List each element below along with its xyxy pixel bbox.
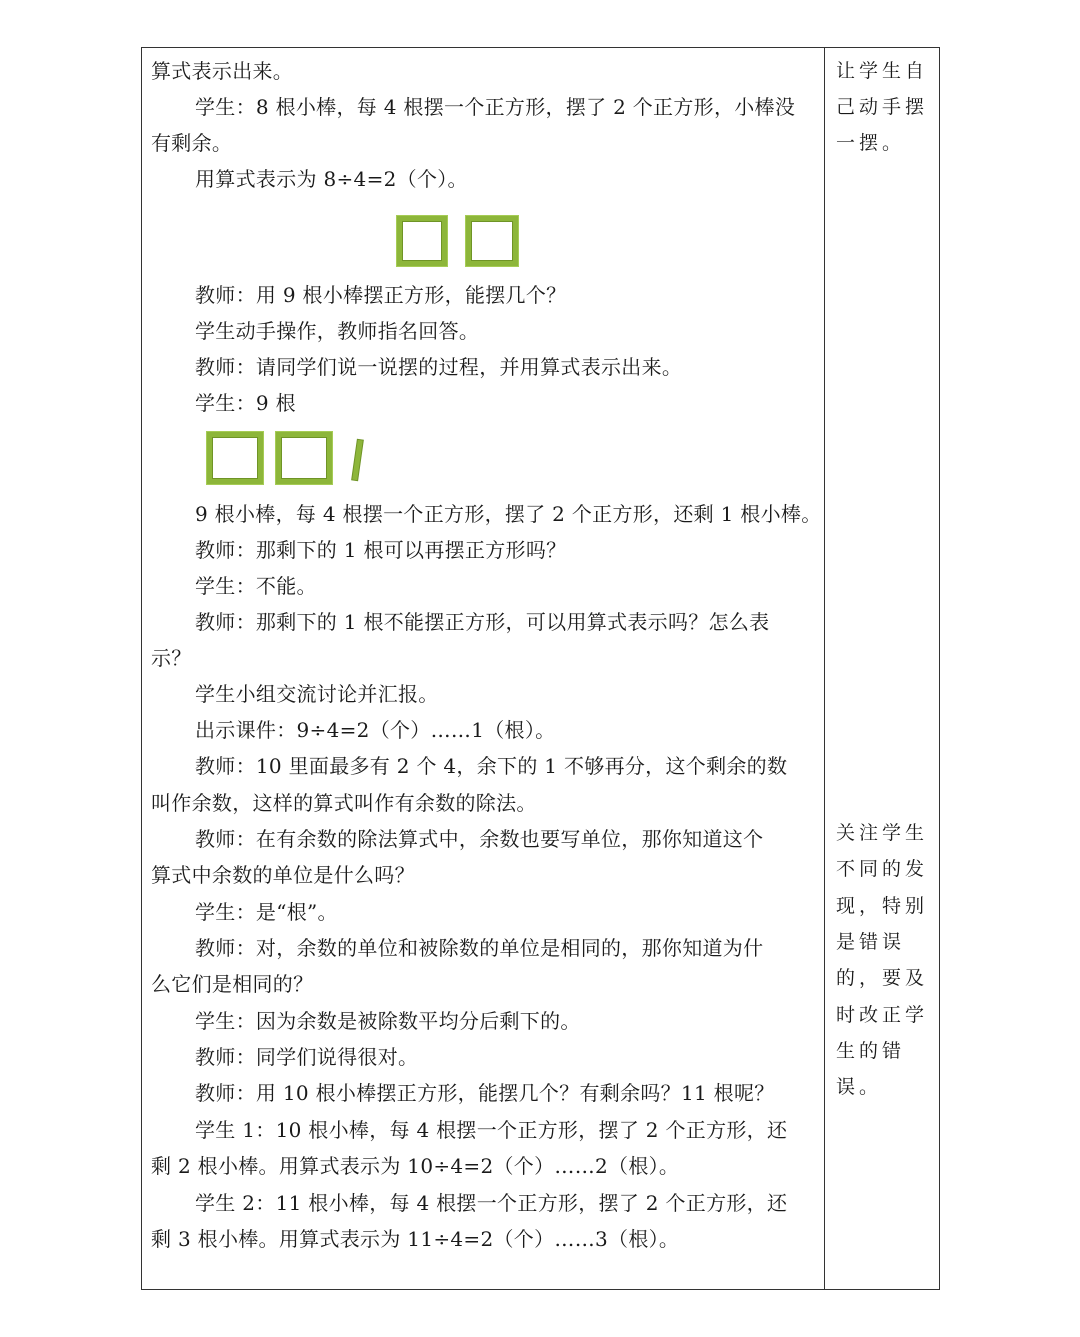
text-line: 教师：对，余数的单位和被除数的单位是相同的，那你知道为什	[195, 936, 764, 960]
text-line: 9 根小棒，每 4 根摆一个正方形，摆了 2 个正方形，还剩 1 根小棒。	[195, 502, 822, 526]
text-line: 剩 2 根小棒。用算式表示为 10÷4=2（个）……2（根）。	[151, 1154, 680, 1178]
text-line: 教师：那剩下的 1 根可以再摆正方形吗？	[195, 538, 567, 562]
text-line: 用算式表示为 8÷4=2（个）。	[195, 167, 468, 191]
text-line: 学生：9 根	[195, 391, 296, 415]
text-line: 教师：10 里面最多有 2 个 4，余下的 1 不够再分，这个剩余的数	[195, 754, 788, 778]
note-line: 己动手摆	[836, 96, 929, 118]
text-line: 教师：用 9 根小棒摆正方形，能摆几个？	[195, 283, 567, 307]
stick-square	[466, 216, 518, 266]
note-line: 误。	[836, 1076, 883, 1098]
text-line: 教师：请同学们说一说摆的过程，并用算式表示出来。	[195, 355, 683, 379]
note-line: 的，要及	[836, 967, 929, 989]
text-line: 叫作余数，这样的算式叫作有余数的除法。	[151, 791, 537, 815]
text-line: 教师：那剩下的 1 根不能摆正方形，可以用算式表示吗？怎么表	[195, 610, 770, 634]
text-line: 算式中余数的单位是什么吗？	[151, 863, 415, 887]
note-line: 是错误	[836, 931, 906, 953]
text-line: 学生动手操作，教师指名回答。	[195, 319, 480, 343]
stick-square	[207, 432, 263, 484]
text-line: 学生：8 根小棒，每 4 根摆一个正方形，摆了 2 个正方形，小棒没	[195, 95, 796, 119]
text-line: 学生：是“根”。	[195, 900, 338, 924]
note-line: 时改正学	[836, 1004, 929, 1026]
column-divider	[824, 47, 825, 1290]
text-line: 学生 2：11 根小棒，每 4 根摆一个正方形，摆了 2 个正方形，还	[195, 1191, 788, 1215]
note-line: 让学生自	[836, 60, 929, 82]
note-line: 关注学生	[836, 822, 929, 844]
text-line: 学生 1：10 根小棒，每 4 根摆一个正方形，摆了 2 个正方形，还	[195, 1118, 788, 1142]
text-line: 教师：在有余数的除法算式中，余数也要写单位，那你知道这个	[195, 827, 764, 851]
text-line: 么它们是相同的？	[151, 972, 314, 996]
text-line: 算式表示出来。	[151, 59, 294, 83]
text-line: 示？	[151, 646, 192, 670]
text-line: 学生：因为余数是被除数平均分后剩下的。	[195, 1009, 581, 1033]
note-line: 一摆。	[836, 132, 906, 154]
text-line: 有剩余。	[151, 131, 233, 155]
text-line: 教师：用 10 根小棒摆正方形，能摆几个？有剩余吗？11 根呢？	[195, 1081, 775, 1105]
note-line: 现，特别	[836, 895, 929, 917]
text-line: 剩 3 根小棒。用算式表示为 11÷4=2（个）……3（根）。	[151, 1227, 680, 1251]
text-line: 出示课件：9÷4=2（个）……1（根）。	[195, 718, 556, 742]
note-line: 生的错	[836, 1040, 906, 1062]
stick-square	[397, 216, 447, 266]
text-line: 教师：同学们说得很对。	[195, 1045, 419, 1069]
note-line: 不同的发	[836, 858, 929, 880]
text-line: 学生小组交流讨论并汇报。	[195, 682, 439, 706]
stick-square	[276, 432, 332, 484]
text-line: 学生：不能。	[195, 574, 317, 598]
